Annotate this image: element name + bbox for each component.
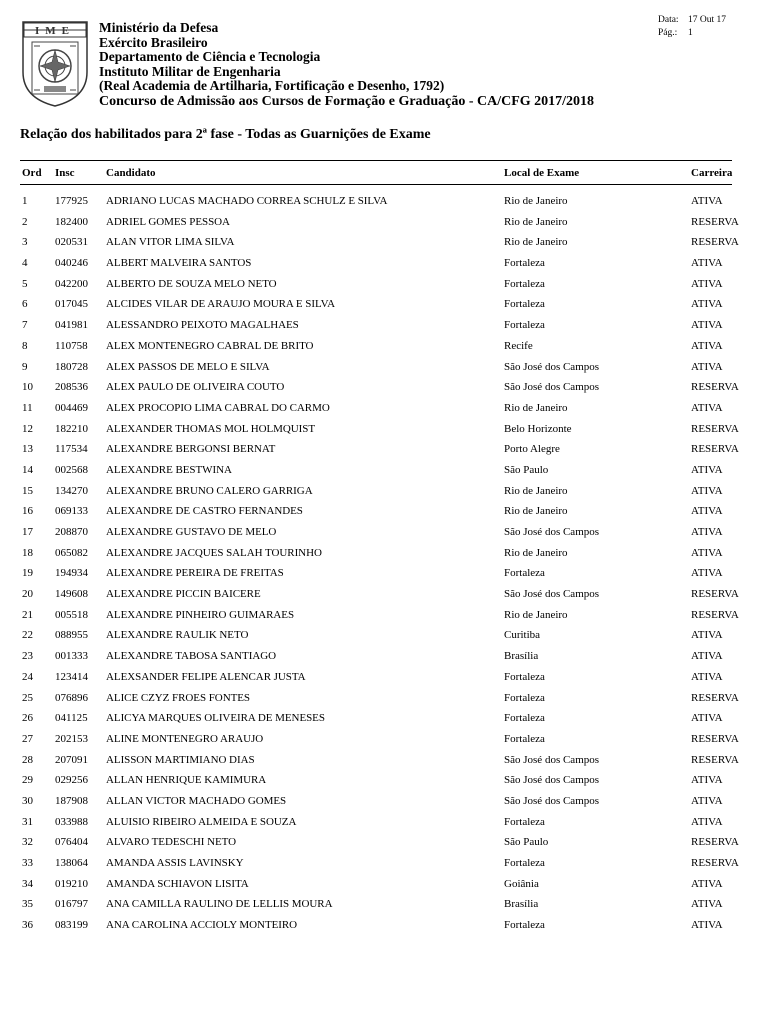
row-candidato: ALCIDES VILAR DE ARAUJO MOURA E SILVA: [106, 298, 335, 311]
row-insc: 083199: [55, 919, 88, 932]
row-carreira: ATIVA: [691, 505, 723, 518]
row-local: Brasília: [504, 650, 539, 663]
row-local: Fortaleza: [504, 319, 545, 332]
row-candidato: ANA CAMILLA RAULINO DE LELLIS MOURA: [106, 898, 333, 911]
table-row: [0, 712, 768, 733]
row-candidato: ALEX PASSOS DE MELO E SILVA: [106, 360, 270, 373]
row-local: Fortaleza: [504, 815, 545, 828]
table-row: [0, 692, 768, 713]
row-local: Curitiba: [504, 629, 541, 642]
row-insc: 123414: [55, 670, 88, 683]
row-candidato: AMANDA SCHIAVON LISITA: [106, 877, 249, 890]
date-label: Data:: [658, 15, 679, 25]
row-carreira: ATIVA: [691, 298, 723, 311]
row-local: São José dos Campos: [504, 794, 600, 807]
row-candidato: ALEXANDER THOMAS MOL HOLMQUIST: [106, 422, 316, 435]
table-row: [0, 919, 768, 940]
row-carreira: RESERVA: [691, 443, 739, 456]
row-candidato: AMANDA ASSIS LAVINSKY: [106, 857, 244, 869]
row-ord: 9: [22, 360, 28, 373]
row-insc: 182210: [55, 422, 88, 435]
row-insc: 069133: [55, 505, 88, 518]
table-row: [0, 629, 768, 650]
row-local: Fortaleza: [504, 732, 545, 745]
row-ord: 20: [22, 588, 33, 601]
row-local: São Paulo: [504, 463, 549, 476]
row-candidato: ALEXSANDER FELIPE ALENCAR JUSTA: [106, 670, 306, 683]
row-local: Fortaleza: [504, 567, 545, 580]
row-ord: 11: [22, 401, 33, 414]
table-row: [0, 195, 768, 216]
row-insc: 207091: [55, 753, 88, 766]
row-ord: 5: [22, 277, 28, 290]
row-insc: 149608: [55, 588, 88, 601]
row-ord: 29: [22, 774, 33, 787]
row-carreira: RESERVA: [691, 608, 739, 621]
table-row: [0, 609, 768, 630]
row-carreira: ATIVA: [691, 877, 723, 890]
row-insc: 208870: [55, 526, 88, 538]
row-ord: 12: [22, 422, 33, 435]
row-local: Fortaleza: [504, 257, 545, 270]
table-row: [0, 402, 768, 423]
row-ord: 2: [22, 215, 28, 228]
row-carreira: RESERVA: [691, 215, 739, 228]
list-title: Relação dos habilitados para 2ª fase - Todas as Guarnições de Exame: [20, 127, 431, 142]
row-insc: 041125: [55, 712, 88, 725]
row-candidato: ALEXANDRE PICCIN BAICERE: [106, 588, 261, 601]
row-insc: 005518: [55, 608, 88, 621]
row-candidato: ALEXANDRE DE CASTRO FERNANDES: [106, 505, 303, 518]
row-candidato: ALEXANDRE BERGONSI BERNAT: [106, 443, 276, 456]
row-insc: 002568: [55, 463, 88, 476]
row-local: Fortaleza: [504, 857, 545, 869]
row-insc: 020531: [55, 236, 88, 249]
row-carreira: ATIVA: [691, 670, 723, 683]
row-local: Porto Alegre: [504, 443, 560, 456]
row-candidato: ALAN VITOR LIMA SILVA: [106, 236, 235, 249]
row-local: Fortaleza: [504, 691, 545, 704]
row-candidato: ALEXANDRE PINHEIRO GUIMARAES: [106, 608, 295, 621]
table-row: [0, 878, 768, 899]
column-header-carreira: Carreira: [691, 167, 733, 179]
table-row: [0, 898, 768, 919]
table-row: [0, 381, 768, 402]
row-insc: 076404: [55, 836, 88, 849]
table-row: [0, 278, 768, 299]
row-ord: 32: [22, 836, 33, 849]
row-carreira: ATIVA: [691, 898, 723, 911]
table-row: [0, 319, 768, 340]
table-row: [0, 650, 768, 671]
row-ord: 4: [22, 257, 28, 270]
row-carreira: RESERVA: [691, 732, 739, 745]
table-row: [0, 340, 768, 361]
row-local: Belo Horizonte: [504, 422, 572, 435]
row-ord: 28: [22, 753, 33, 766]
row-insc: 088955: [55, 629, 88, 642]
row-local: Fortaleza: [504, 712, 545, 725]
table-row: [0, 443, 768, 464]
row-ord: 10: [22, 381, 33, 394]
header-line-ministerio: Ministério da Defesa: [99, 20, 219, 35]
row-carreira: ATIVA: [691, 815, 723, 828]
row-local: Rio de Janeiro: [504, 608, 568, 621]
row-local: São José dos Campos: [504, 753, 600, 766]
row-candidato: ALEXANDRE TABOSA SANTIAGO: [106, 650, 277, 663]
row-local: São José dos Campos: [504, 381, 600, 394]
row-local: Goiânia: [504, 877, 539, 890]
table-row: [0, 505, 768, 526]
row-ord: 15: [22, 484, 33, 497]
page-value: 1: [688, 28, 693, 38]
row-candidato: ALEX PAULO DE OLIVEIRA COUTO: [106, 381, 285, 394]
table-row: [0, 733, 768, 754]
row-local: São José dos Campos: [504, 588, 600, 601]
table-row: [0, 671, 768, 692]
row-candidato: ALICE CZYZ FROES FONTES: [106, 691, 250, 704]
row-insc: 138064: [55, 857, 88, 869]
institution-header: [99, 21, 594, 110]
row-candidato: ALICYA MARQUES OLIVEIRA DE MENESES: [106, 712, 325, 725]
row-carreira: ATIVA: [691, 319, 723, 332]
row-insc: 040246: [55, 257, 88, 270]
column-header-insc: Insc: [55, 167, 75, 179]
column-header-candidato: Candidato: [106, 167, 156, 179]
row-ord: 3: [22, 236, 28, 249]
row-insc: 177925: [55, 195, 88, 207]
row-ord: 33: [22, 857, 33, 869]
row-carreira: RESERVA: [691, 236, 739, 249]
row-ord: 25: [22, 691, 33, 704]
row-insc: 017045: [55, 298, 88, 311]
row-ord: 27: [22, 732, 33, 745]
row-local: Fortaleza: [504, 298, 545, 311]
row-insc: 033988: [55, 815, 88, 828]
divider-top: [20, 160, 732, 161]
row-local: Rio de Janeiro: [504, 236, 568, 249]
row-ord: 24: [22, 670, 33, 683]
row-carreira: ATIVA: [691, 484, 723, 497]
row-insc: 004469: [55, 401, 88, 414]
table-row: [0, 774, 768, 795]
row-ord: 34: [22, 877, 33, 890]
row-ord: 14: [22, 463, 33, 476]
row-ord: 36: [22, 919, 33, 932]
row-ord: 8: [22, 339, 28, 352]
ime-logo: [20, 20, 90, 108]
row-ord: 23: [22, 650, 33, 663]
row-candidato: ALEXANDRE JACQUES SALAH TOURINHO: [106, 546, 322, 559]
row-insc: 016797: [55, 898, 88, 911]
row-local: São Paulo: [504, 836, 549, 849]
row-local: Fortaleza: [504, 670, 545, 683]
row-local: Brasília: [504, 898, 539, 911]
row-carreira: RESERVA: [691, 381, 739, 394]
row-carreira: ATIVA: [691, 277, 723, 290]
row-carreira: ATIVA: [691, 919, 723, 932]
row-carreira: RESERVA: [691, 857, 739, 869]
table-row: [0, 567, 768, 588]
table-row: [0, 795, 768, 816]
row-insc: 019210: [55, 877, 88, 890]
row-local: Fortaleza: [504, 919, 545, 932]
row-carreira: ATIVA: [691, 567, 723, 580]
row-carreira: ATIVA: [691, 339, 723, 352]
row-candidato: ANA CAROLINA ACCIOLY MONTEIRO: [106, 919, 298, 932]
row-candidato: ALEXANDRE BRUNO CALERO GARRIGA: [106, 484, 313, 497]
row-local: Rio de Janeiro: [504, 546, 568, 559]
row-candidato: ADRIEL GOMES PESSOA: [106, 215, 230, 228]
row-insc: 202153: [55, 732, 88, 745]
row-ord: 22: [22, 629, 33, 642]
row-carreira: RESERVA: [691, 422, 739, 435]
row-insc: 065082: [55, 546, 88, 559]
date-value: 17 Out 17: [688, 15, 726, 25]
row-carreira: ATIVA: [691, 195, 723, 207]
row-candidato: ALBERTO DE SOUZA MELO NETO: [106, 277, 277, 290]
table-row: [0, 257, 768, 278]
row-ord: 26: [22, 712, 33, 725]
header-line-exercito: Exército Brasileiro: [99, 34, 208, 50]
row-carreira: ATIVA: [691, 794, 723, 807]
row-ord: 31: [22, 815, 33, 828]
table-row: [0, 547, 768, 568]
table-row: [0, 236, 768, 257]
row-ord: 30: [22, 794, 33, 807]
row-insc: 029256: [55, 774, 88, 787]
row-carreira: RESERVA: [691, 836, 739, 849]
row-local: Rio de Janeiro: [504, 195, 568, 207]
header-line-departamento: Departamento de Ciência e Tecnologia: [99, 49, 321, 65]
row-candidato: ALBERT MALVEIRA SANTOS: [106, 257, 252, 270]
row-ord: 7: [22, 319, 28, 332]
row-candidato: ALEXANDRE PEREIRA DE FREITAS: [106, 567, 284, 580]
table-row: [0, 754, 768, 775]
document-meta: [658, 14, 726, 40]
row-local: Recife: [504, 339, 533, 352]
row-insc: 134270: [55, 484, 88, 497]
row-candidato: ALEX MONTENEGRO CABRAL DE BRITO: [106, 339, 314, 352]
row-insc: 194934: [55, 567, 88, 580]
row-carreira: RESERVA: [691, 753, 739, 766]
table-row: [0, 423, 768, 444]
row-insc: 041981: [55, 319, 88, 332]
row-ord: 1: [22, 195, 28, 207]
row-carreira: ATIVA: [691, 463, 723, 476]
column-header-local: Local de Exame: [504, 167, 580, 179]
table-row: [0, 857, 768, 878]
row-candidato: ALEXANDRE RAULIK NETO: [106, 629, 249, 642]
table-row: [0, 464, 768, 485]
page-label: Pág.:: [658, 28, 678, 38]
row-ord: 16: [22, 505, 33, 518]
row-candidato: ALESSANDRO PEIXOTO MAGALHAES: [106, 319, 299, 332]
row-candidato: ALEX PROCOPIO LIMA CABRAL DO CARMO: [106, 401, 330, 414]
header-line-concurso: Concurso de Admissão aos Cursos de Formação e Graduação - CA/CFG 2017/2018: [99, 93, 595, 109]
row-carreira: ATIVA: [691, 401, 723, 414]
row-local: Fortaleza: [504, 277, 545, 290]
row-insc: 187908: [55, 794, 88, 807]
column-header-ord: Ord: [22, 167, 42, 179]
row-insc: 180728: [55, 360, 88, 373]
row-candidato: ALVARO TEDESCHI NETO: [106, 836, 236, 849]
row-candidato: ALINE MONTENEGRO ARAUJO: [106, 732, 264, 745]
table-row: [0, 588, 768, 609]
header-line-instituto: Instituto Militar de Engenharia: [99, 63, 281, 79]
row-local: São José dos Campos: [504, 360, 600, 373]
header-line-academia: (Real Academia de Artilharia, Fortificação e Desenho, 1792): [99, 78, 445, 94]
row-carreira: ATIVA: [691, 257, 723, 270]
row-insc: 208536: [55, 381, 88, 394]
row-ord: 6: [22, 298, 28, 311]
row-carreira: ATIVA: [691, 546, 723, 559]
row-carreira: ATIVA: [691, 629, 723, 642]
table-row: [0, 361, 768, 382]
row-local: Rio de Janeiro: [504, 401, 568, 414]
row-candidato: ADRIANO LUCAS MACHADO CORREA SCHULZ E SILVA: [106, 195, 388, 207]
row-carreira: ATIVA: [691, 712, 723, 725]
row-insc: 110758: [55, 339, 88, 352]
row-ord: 21: [22, 608, 33, 621]
row-carreira: RESERVA: [691, 691, 739, 704]
table-row: [0, 836, 768, 857]
row-carreira: ATIVA: [691, 650, 723, 663]
row-insc: 117534: [55, 443, 88, 456]
row-candidato: ALISSON MARTIMIANO DIAS: [106, 753, 255, 766]
row-candidato: ALUISIO RIBEIRO ALMEIDA E SOUZA: [106, 815, 297, 828]
logo-text: IME: [35, 25, 75, 37]
row-ord: 18: [22, 546, 33, 559]
row-candidato: ALLAN VICTOR MACHADO GOMES: [106, 794, 287, 807]
row-ord: 17: [22, 526, 33, 538]
table-row: [0, 298, 768, 319]
row-candidato: ALEXANDRE BESTWINA: [106, 463, 232, 476]
row-insc: 042200: [55, 277, 88, 290]
row-local: Rio de Janeiro: [504, 505, 568, 518]
row-local: São José dos Campos: [504, 774, 600, 787]
candidate-table: [0, 195, 768, 940]
row-ord: 35: [22, 898, 33, 911]
divider-header: [20, 184, 732, 185]
row-insc: 182400: [55, 215, 88, 228]
row-ord: 19: [22, 567, 33, 580]
row-insc: 001333: [55, 650, 88, 663]
row-candidato: ALEXANDRE GUSTAVO DE MELO: [106, 526, 277, 538]
table-row: [0, 816, 768, 837]
row-local: São José dos Campos: [504, 526, 600, 538]
row-local: Rio de Janeiro: [504, 215, 568, 228]
row-local: Rio de Janeiro: [504, 484, 568, 497]
row-carreira: ATIVA: [691, 360, 723, 373]
table-row: [0, 216, 768, 237]
row-insc: 076896: [55, 691, 88, 704]
table-row: [0, 526, 768, 547]
row-carreira: ATIVA: [691, 526, 723, 538]
row-candidato: ALLAN HENRIQUE KAMIMURA: [106, 774, 267, 787]
table-row: [0, 485, 768, 506]
row-carreira: RESERVA: [691, 588, 739, 601]
row-ord: 13: [22, 443, 33, 456]
row-carreira: ATIVA: [691, 774, 723, 787]
